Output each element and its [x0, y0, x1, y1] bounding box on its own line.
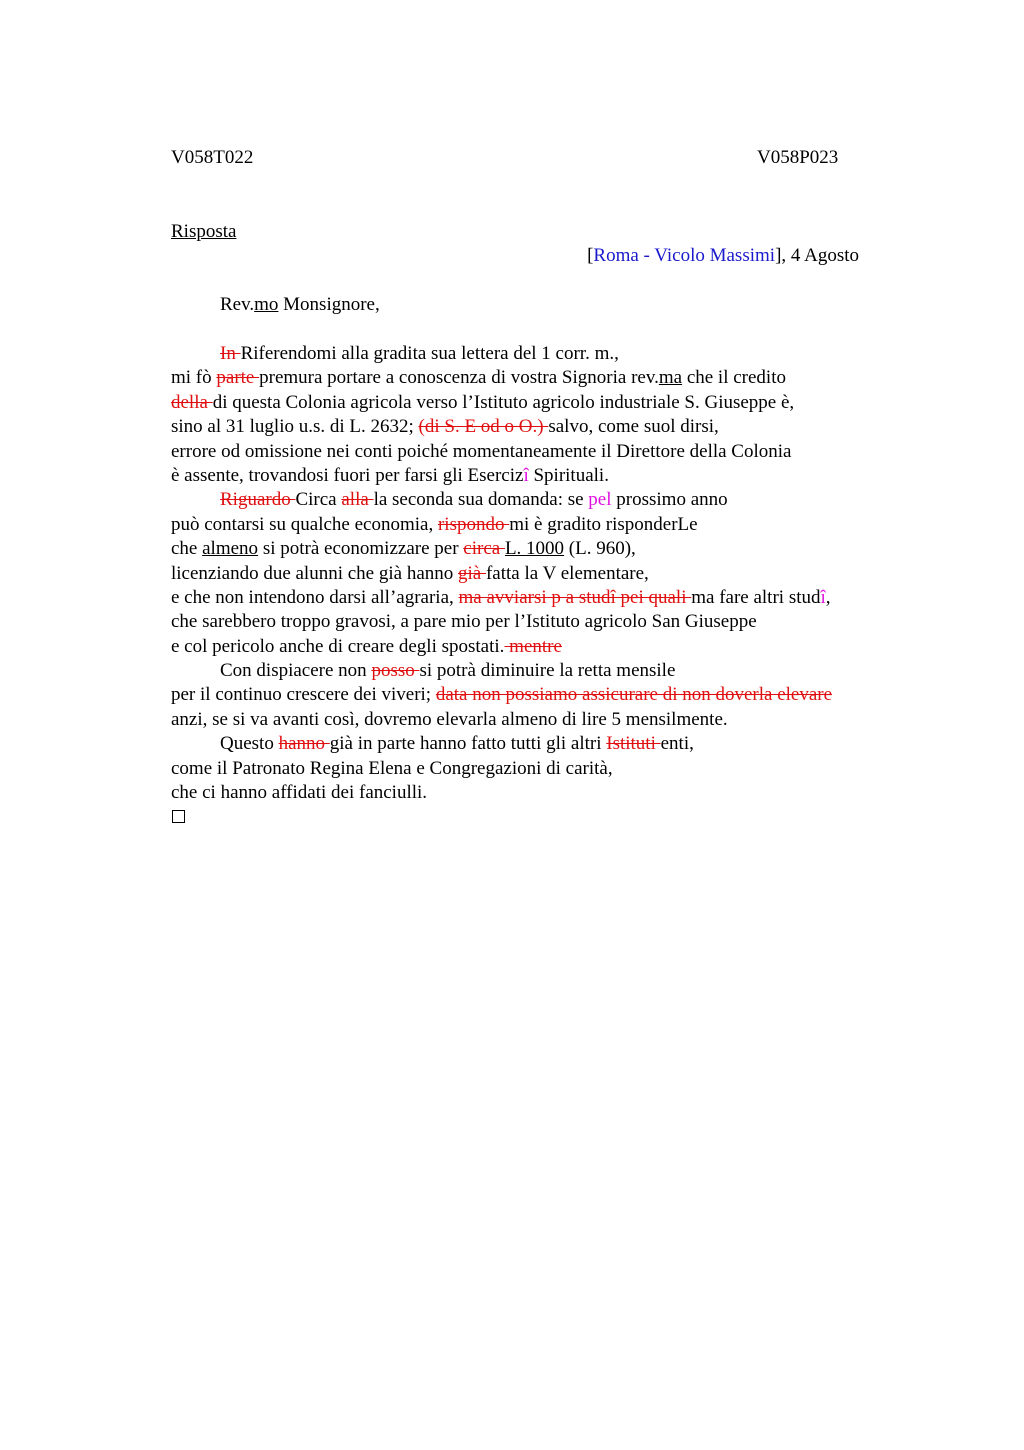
deletion: alla: [341, 489, 374, 511]
body-line: In Riferendomi alla gradita sua lettera del 1 corr. m.,: [220, 343, 619, 364]
body-line: Con dispiacere non posso si potrà diminuire la retta mensile: [220, 660, 676, 682]
deletion: In: [220, 343, 241, 364]
correction: î: [523, 464, 529, 486]
body-line: licenziando due alunni che già hanno già fatta la V elementare,: [171, 562, 649, 584]
deletion: Riguardo: [220, 489, 296, 511]
body-line: come il Patronato Regina Elena e Congregazioni di carità,: [171, 757, 613, 779]
body-line: che almeno si potrà economizzare per circa L. 1000 (L. 960),: [171, 538, 636, 560]
body-line: Questo hanno già in parte hanno fatto tutti gli altri Istituti enti,: [220, 733, 694, 755]
deletion: circa: [463, 538, 505, 560]
body-line: mi fò parte premura portare a conoscenza di vostra Signoria rev.ma che il credito: [171, 367, 786, 389]
document-heading: Risposta: [171, 221, 237, 242]
body-line: che sarebbero troppo gravosi, a pare mio per l’Istituto agricolo San Giuseppe: [171, 611, 757, 633]
document-code-right: V058P023: [757, 147, 839, 168]
deletion: mentre: [504, 635, 562, 657]
deletion: hanno: [278, 733, 330, 755]
body-line: per il continuo crescere dei viveri; data non possiamo assicurare di non doverla elevare: [171, 684, 833, 706]
deletion: (di S. E od o O.): [418, 416, 549, 438]
deletion: rispondo: [437, 513, 510, 535]
dateline-bracket-open: [: [587, 245, 594, 266]
dateline: [587, 244, 859, 268]
body-line: e col pericolo anche di creare degli spostati. mentre: [171, 635, 562, 657]
deletion: data non possiamo assicurare di non doverla elevare: [435, 684, 833, 706]
body-line: della di questa Colonia agricola verso l’Istituto agricolo industriale S. Giuseppe è,: [171, 391, 795, 413]
dateline-date: ], 4 Agosto: [775, 245, 859, 266]
correction: î: [820, 586, 826, 608]
deletion: della: [171, 391, 213, 413]
deletion: posso: [371, 660, 420, 682]
underlined-amount: L. 1000: [504, 538, 565, 560]
square-outline-icon: [172, 810, 185, 823]
body-line: errore od omissione nei conti poiché momentaneamente il Direttore della Colonia: [171, 440, 792, 462]
underlined-word: almeno: [202, 538, 259, 560]
body-line: anzi, se si va avanti così, dovremo elevarla almeno di lire 5 mensilmente.: [171, 708, 728, 730]
dateline-place: Roma - Vicolo Massimi: [593, 245, 776, 266]
body-line: e che non intendono darsi all’agraria, ma avviarsi p a studî pei quali ma fare altri studî,: [171, 586, 831, 608]
body-line: sino al 31 luglio u.s. di L. 2632; (di S. E od o O.) salvo, come suol dirsi,: [171, 416, 719, 438]
body-line: che ci hanno affidati dei fanciulli.: [171, 782, 428, 804]
body-line: può contarsi su qualche economia, rispondo mi è gradito risponderLe: [171, 513, 698, 535]
body-line: Riguardo Circa alla la seconda sua domanda: se pel prossimo anno: [220, 489, 728, 511]
deletion: parte: [216, 367, 260, 389]
deletion: Istituti: [606, 733, 661, 755]
correction: pel: [588, 489, 612, 511]
deletion: già: [458, 562, 486, 584]
salutation: Rev.mo Monsignore,: [220, 294, 380, 315]
body-line: è assente, trovandosi fuori per farsi gli Esercizî Spirituali.: [171, 464, 609, 486]
deletion: ma avviarsi p a studî pei quali: [458, 586, 692, 608]
document-code-left: V058T022: [171, 147, 254, 168]
salutation-abbrev: mo: [254, 294, 279, 315]
abbrev-underline: ma: [658, 367, 683, 389]
letter-body: [171, 342, 911, 805]
